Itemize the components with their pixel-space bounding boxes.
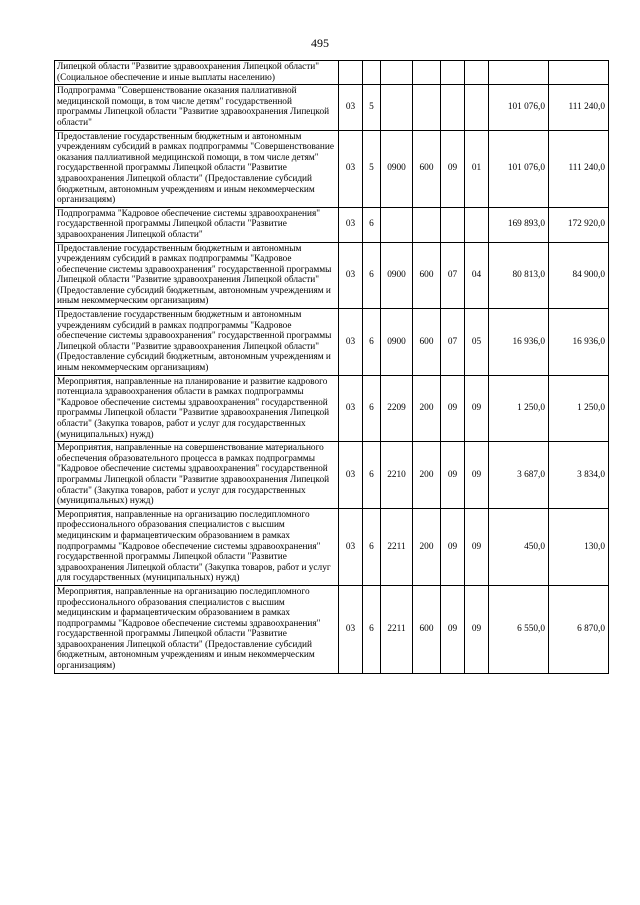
row-name-cell: Подпрограмма "Кадровое обеспечение системы здравоохранения" государственной программы Липецкой области "Развитие здравоохранения Липецкой области" bbox=[55, 207, 339, 242]
subprogram-code-cell: 6 bbox=[363, 442, 381, 509]
amount-2020-cell: 130,0 bbox=[549, 508, 609, 585]
section-cell: 07 bbox=[441, 242, 465, 309]
ministry-code-cell bbox=[339, 61, 363, 85]
section-cell: 09 bbox=[441, 130, 465, 207]
subsection-cell bbox=[465, 61, 489, 85]
amount-2019-cell: 6 550,0 bbox=[489, 585, 549, 673]
page-number: 495 bbox=[311, 36, 329, 50]
table-row bbox=[55, 242, 609, 309]
ministry-code-cell: 03 bbox=[339, 508, 363, 585]
expense-type-cell: 600 bbox=[413, 130, 441, 207]
expense-type-cell bbox=[413, 207, 441, 242]
ministry-code-cell: 03 bbox=[339, 207, 363, 242]
subsection-cell: 05 bbox=[465, 309, 489, 376]
amount-2019-cell: 450,0 bbox=[489, 508, 549, 585]
expense-type-cell: 200 bbox=[413, 375, 441, 442]
table-body bbox=[55, 61, 609, 674]
subsection-cell: 09 bbox=[465, 375, 489, 442]
section-cell: 09 bbox=[441, 375, 465, 442]
subprogram-code-cell: 6 bbox=[363, 375, 381, 442]
expense-type-cell: 200 bbox=[413, 442, 441, 509]
amount-2020-cell: 172 920,0 bbox=[549, 207, 609, 242]
subprogram-code-cell: 6 bbox=[363, 585, 381, 673]
section-cell: 09 bbox=[441, 508, 465, 585]
section-cell bbox=[441, 207, 465, 242]
table-row bbox=[55, 207, 609, 242]
subsection-cell bbox=[465, 85, 489, 130]
subprogram-code-cell bbox=[363, 61, 381, 85]
subsection-cell bbox=[465, 207, 489, 242]
section-cell bbox=[441, 85, 465, 130]
amount-2020-cell: 6 870,0 bbox=[549, 585, 609, 673]
amount-2019-cell: 1 250,0 bbox=[489, 375, 549, 442]
amount-2020-cell: 16 936,0 bbox=[549, 309, 609, 376]
expense-type-cell bbox=[413, 61, 441, 85]
amount-2020-cell: 111 240,0 bbox=[549, 130, 609, 207]
row-name-cell: Мероприятия, направленные на организацию последипломного профессионального образования специалистов с высшим медицинским и фармацевтическим образованием в рамках подпрограммы "Кадровое обеспечение системы здравоохранения" государственной программы Липецкой области "Развитие здравоохранения Липецкой области" (Закупка товаров, работ и услуг для государственных (муниципальных) нужд) bbox=[55, 508, 339, 585]
amount-2020-cell: 111 240,0 bbox=[549, 85, 609, 130]
target-article-cell: 2211 bbox=[381, 585, 413, 673]
amount-2019-cell: 101 076,0 bbox=[489, 85, 549, 130]
table-row bbox=[55, 585, 609, 673]
amount-2019-cell: 101 076,0 bbox=[489, 130, 549, 207]
ministry-code-cell: 03 bbox=[339, 442, 363, 509]
expense-type-cell bbox=[413, 85, 441, 130]
section-cell: 07 bbox=[441, 309, 465, 376]
row-name-cell: Мероприятия, направленные на планирование и развитие кадрового потенциала здравоохранения области в рамках подпрограммы "Кадровое обеспечение системы здравоохранения" государственной программы Липецкой области "Развитие здравоохранения Липецкой области" (Закупка товаров, работ и услуг для государственных (муниципальных) нужд) bbox=[55, 375, 339, 442]
amount-2019-cell: 16 936,0 bbox=[489, 309, 549, 376]
amount-2020-cell: 3 834,0 bbox=[549, 442, 609, 509]
target-article-cell: 2210 bbox=[381, 442, 413, 509]
expense-type-cell: 600 bbox=[413, 309, 441, 376]
table-row bbox=[55, 508, 609, 585]
subsection-cell: 04 bbox=[465, 242, 489, 309]
subprogram-code-cell: 6 bbox=[363, 242, 381, 309]
target-article-cell: 0900 bbox=[381, 242, 413, 309]
amount-2019-cell bbox=[489, 61, 549, 85]
ministry-code-cell: 03 bbox=[339, 130, 363, 207]
table-row bbox=[55, 85, 609, 130]
row-name-cell: Предоставление государственным бюджетным и автономным учреждениям субсидий в рамках подпрограммы "Совершенствование оказания паллиативной медицинской помощи, в том числе детям" государственной программы Липецкой области "Развитие здравоохранения Липецкой области" (Предоставление субсидий бюджетным, автономным учреждениям и иным некоммерческим организациям) bbox=[55, 130, 339, 207]
target-article-cell bbox=[381, 61, 413, 85]
target-article-cell bbox=[381, 207, 413, 242]
subprogram-code-cell: 6 bbox=[363, 309, 381, 376]
amount-2019-cell: 3 687,0 bbox=[489, 442, 549, 509]
table-row bbox=[55, 309, 609, 376]
subsection-cell: 09 bbox=[465, 585, 489, 673]
row-name-cell: Мероприятия, направленные на организацию последипломного профессионального образования специалистов с высшим медицинским и фармацевтическим образованием в рамках подпрограммы "Кадровое обеспечение системы здравоохранения" государственной программы Липецкой области "Развитие здравоохранения Липецкой области" (Предоставление субсидий бюджетным, автономным учреждениям и иным некоммерческим организациям) bbox=[55, 585, 339, 673]
target-article-cell bbox=[381, 85, 413, 130]
row-name-cell: Липецкой области "Развитие здравоохранения Липецкой области" (Социальное обеспечение и иные выплаты населению) bbox=[55, 61, 339, 85]
row-name-cell: Мероприятия, направленные на совершенствование материального обеспечения образовательного процесса в рамках подпрограммы "Кадровое обеспечение системы здравоохранения" государственной программы Липецкой области "Развитие здравоохранения Липецкой области" (Закупка товаров, работ и услуг для государственных (муниципальных) нужд) bbox=[55, 442, 339, 509]
target-article-cell: 0900 bbox=[381, 130, 413, 207]
section-cell: 09 bbox=[441, 442, 465, 509]
ministry-code-cell: 03 bbox=[339, 309, 363, 376]
subsection-cell: 09 bbox=[465, 508, 489, 585]
expense-type-cell: 600 bbox=[413, 585, 441, 673]
row-name-cell: Предоставление государственным бюджетным и автономным учреждениям субсидий в рамках подпрограммы "Кадровое обеспечение системы здравоохранения" государственной программы Липецкой области "Развитие здравоохранения Липецкой области" (Предоставление субсидий бюджетным, автономным учреждениям и иным некоммерческим организациям) bbox=[55, 242, 339, 309]
table-row bbox=[55, 61, 609, 85]
ministry-code-cell: 03 bbox=[339, 375, 363, 442]
target-article-cell: 2211 bbox=[381, 508, 413, 585]
table-row bbox=[55, 130, 609, 207]
amount-2020-cell bbox=[549, 61, 609, 85]
subsection-cell: 09 bbox=[465, 442, 489, 509]
ministry-code-cell: 03 bbox=[339, 585, 363, 673]
subprogram-code-cell: 6 bbox=[363, 508, 381, 585]
section-cell bbox=[441, 61, 465, 85]
amount-2020-cell: 84 900,0 bbox=[549, 242, 609, 309]
budget-table bbox=[54, 60, 609, 674]
amount-2019-cell: 80 813,0 bbox=[489, 242, 549, 309]
table-row bbox=[55, 442, 609, 509]
subsection-cell: 01 bbox=[465, 130, 489, 207]
subprogram-code-cell: 5 bbox=[363, 85, 381, 130]
expense-type-cell: 200 bbox=[413, 508, 441, 585]
target-article-cell: 0900 bbox=[381, 309, 413, 376]
ministry-code-cell: 03 bbox=[339, 85, 363, 130]
amount-2019-cell: 169 893,0 bbox=[489, 207, 549, 242]
target-article-cell: 2209 bbox=[381, 375, 413, 442]
row-name-cell: Предоставление государственным бюджетным и автономным учреждениям субсидий в рамках подпрограммы "Кадровое обеспечение системы здравоохранения" государственной программы Липецкой области "Развитие здравоохранения Липецкой области" (Предоставление субсидий бюджетным, автономным учреждениям и иным некоммерческим организациям) bbox=[55, 309, 339, 376]
table-row bbox=[55, 375, 609, 442]
amount-2020-cell: 1 250,0 bbox=[549, 375, 609, 442]
section-cell: 09 bbox=[441, 585, 465, 673]
ministry-code-cell: 03 bbox=[339, 242, 363, 309]
subprogram-code-cell: 6 bbox=[363, 207, 381, 242]
subprogram-code-cell: 5 bbox=[363, 130, 381, 207]
expense-type-cell: 600 bbox=[413, 242, 441, 309]
row-name-cell: Подпрограмма "Совершенствование оказания паллиативной медицинской помощи, в том числе детям" государственной программы Липецкой области "Развитие здравоохранения Липецкой области" bbox=[55, 85, 339, 130]
